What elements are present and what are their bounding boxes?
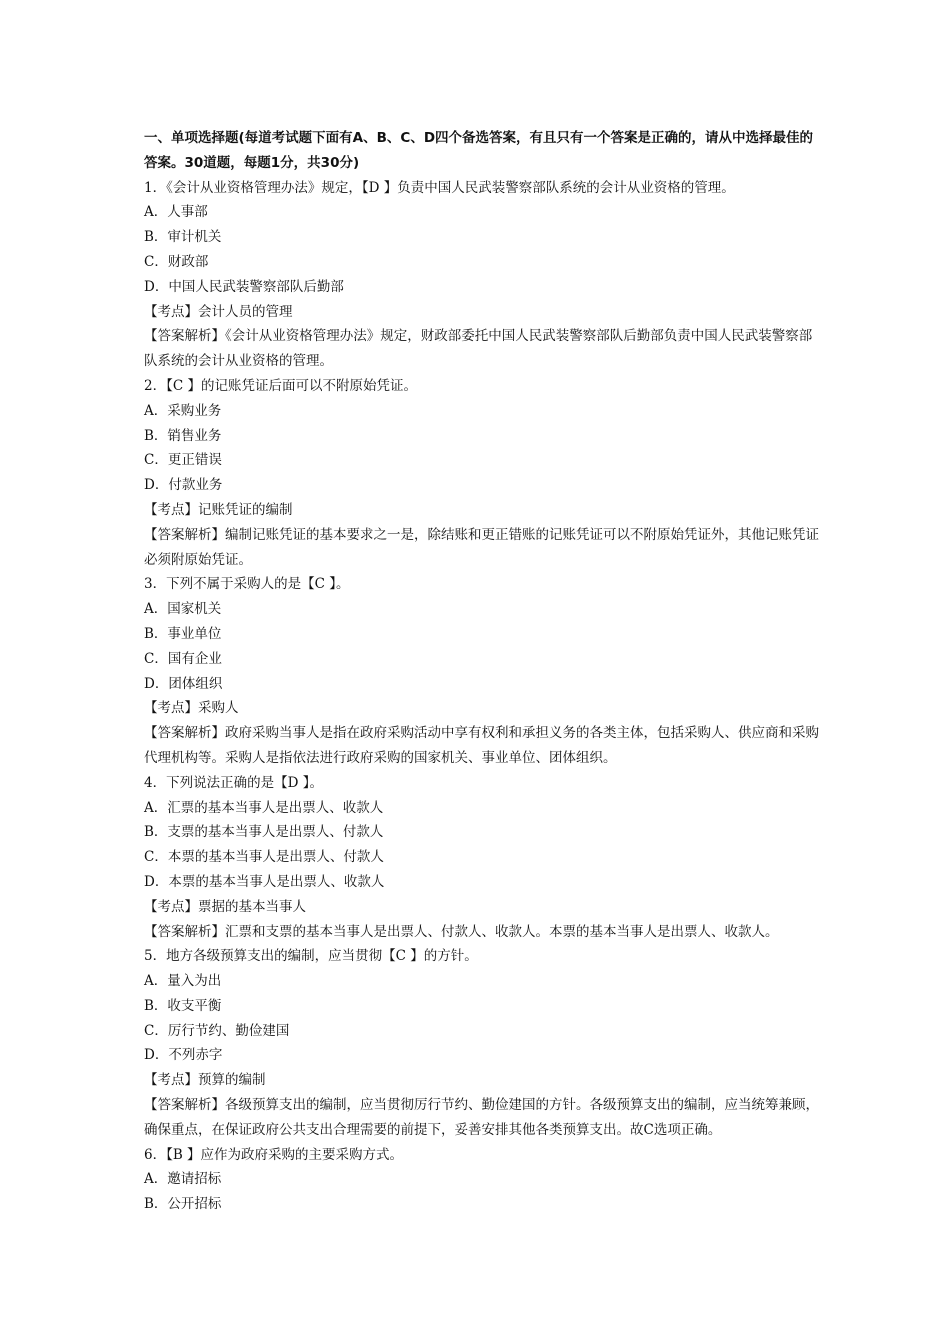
option-b: B．销售业务 [144,427,222,444]
key-point: 【考点】会计人员的管理 [144,303,293,320]
key-point: 【考点】记账凭证的编制 [144,501,293,518]
document-content [144,126,824,1217]
option-a: A．人事部 [144,204,208,221]
answer-analysis: 【答案解析】《会计从业资格管理办法》规定，财政部委托中国人民武装警察部队后勤部负责中国人民武装警察部队系统的会计从业资格的管理。 [144,328,813,370]
section-heading: 一、单项选择题(每道考试题下面有A、B、C、D四个备选答案，有且只有一个答案是正确的，请从中选择最佳的答案。30道题，每题1分，共30分) [144,130,814,171]
question-5 [144,944,824,1142]
option-a: A．采购业务 [144,402,222,419]
option-a: A．量入为出 [144,973,222,990]
option-b: B．公开招标 [144,1196,222,1213]
option-b: B．收支平衡 [144,997,222,1014]
option-c: C．更正错误 [144,452,222,469]
answer-analysis: 【答案解析】各级预算支出的编制，应当贯彻厉行节约、勤俭建国的方针。各级预算支出的编制，应当统筹兼顾，确保重点，在保证政府公共支出合理需要的前提下，妥善安排其他各类预算支出。故C选项正确。 [144,1097,819,1138]
question-6 [144,1143,824,1217]
question-stem: 4．下列说法正确的是【D 】。 [144,774,323,791]
question-stem: 2．【C 】的记账凭证后面可以不附原始凭证。 [144,377,417,394]
option-d: D．中国人民武装警察部队后勤部 [144,278,344,295]
option-c: C．本票的基本当事人是出票人、付款人 [144,849,384,866]
question-1 [144,176,824,374]
question-stem: 3．下列不属于采购人的是【C 】。 [144,576,350,593]
option-d: D．本票的基本当事人是出票人、收款人 [144,873,385,890]
option-b: B．事业单位 [144,625,222,642]
answer-analysis: 【答案解析】汇票和支票的基本当事人是出票人、付款人、收款人。本票的基本当事人是出票人、收款人。 [144,923,779,940]
question-2 [144,374,824,572]
option-c: C．财政部 [144,253,209,270]
answer-analysis: 【答案解析】政府采购当事人是指在政府采购活动中享有权利和承担义务的各类主体，包括采购人、供应商和采购代理机构等。采购人是指依法进行政府采购的国家机关、事业单位、团体组织。 [144,725,819,766]
key-point: 【考点】票据的基本当事人 [144,898,306,915]
key-point: 【考点】采购人 [144,700,239,717]
option-c: C．厉行节约、勤俭建国 [144,1022,290,1039]
option-a: A．邀请招标 [144,1171,222,1188]
option-d: D．不列赤字 [144,1047,223,1064]
question-stem: 5．地方各级预算支出的编制，应当贯彻【C 】的方针。 [144,948,478,965]
question-4 [144,771,824,945]
option-c: C．国有企业 [144,650,222,667]
question-stem: 1．《会计从业资格管理办法》规定，【D 】负责中国人民武装警察部队系统的会计从业资格的管理。 [144,179,735,196]
answer-analysis: 【答案解析】编制记账凭证的基本要求之一是，除结账和更正错账的记账凭证可以不附原始凭证外，其他记账凭证必须附原始凭证。 [144,526,819,568]
option-d: D．团体组织 [144,675,223,692]
option-b: B．支票的基本当事人是出票人、付款人 [144,824,384,841]
option-b: B．审计机关 [144,229,222,246]
question-3 [144,572,824,770]
option-a: A．国家机关 [144,601,222,618]
option-d: D．付款业务 [144,477,223,494]
option-a: A．汇票的基本当事人是出票人、收款人 [144,799,384,816]
key-point: 【考点】预算的编制 [144,1072,266,1089]
question-stem: 6．【B 】应作为政府采购的主要采购方式。 [144,1146,404,1163]
